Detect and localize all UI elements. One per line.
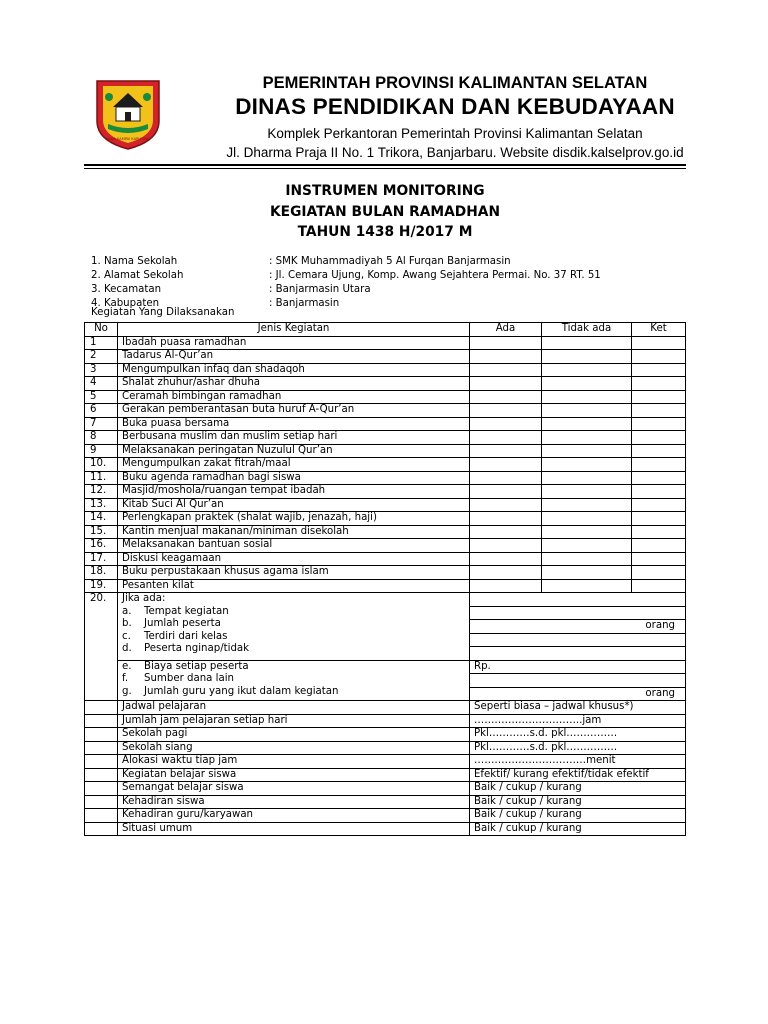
row-number [85, 768, 118, 782]
school-info-block [91, 255, 601, 311]
item-text: Sumber dana lain [144, 673, 235, 684]
table-row [85, 755, 686, 769]
row-number: 20. [85, 593, 118, 701]
row-tidak-ada-cell [542, 552, 632, 566]
item-letter: b. [122, 618, 132, 629]
row-number: 3 [85, 363, 118, 377]
table-row [85, 404, 686, 418]
row-ket-cell [632, 458, 686, 472]
row20-values-b [470, 660, 686, 701]
header-government-name: PEMERINTAH PROVINSI KALIMANTAN SELATAN [262, 74, 648, 92]
row-number: 8 [85, 431, 118, 445]
row-number [85, 782, 118, 796]
item-letter: c. [122, 630, 131, 642]
row-tidak-ada-cell [542, 458, 632, 472]
row-number: 10. [85, 458, 118, 472]
row-number [85, 741, 118, 755]
row20-item-a [122, 606, 465, 619]
info-row-school-name [91, 255, 511, 269]
row-activity: Shalat zhuhur/ashar dhuha [118, 377, 470, 391]
row-number [85, 755, 118, 769]
row-number: 17. [85, 552, 118, 566]
row-ket-cell [632, 498, 686, 512]
logo-motto-text: WAJA SAMPAI KAPUTING [106, 137, 150, 141]
info-row-district [91, 283, 371, 297]
row-ket-cell [632, 566, 686, 580]
row-ada-cell [470, 498, 542, 512]
row20-items-b [118, 660, 470, 701]
row-tidak-ada-cell [542, 417, 632, 431]
item-text: Tempat kegiatan [144, 605, 229, 617]
row-ket-cell [632, 377, 686, 391]
row-number [85, 701, 118, 715]
row-ket-cell [632, 512, 686, 526]
activity-table [84, 322, 686, 836]
row-ada-cell [470, 363, 542, 377]
row-number: 18. [85, 566, 118, 580]
table-row [85, 512, 686, 526]
row-number [85, 809, 118, 823]
table-row [85, 525, 686, 539]
table-row [85, 660, 686, 701]
row-item: Semangat belajar siswa [118, 782, 470, 796]
header-address-line2: Jl. Dharma Praja II No. 1 Trikora, Banjarbaru. Website disdik.kalselprov.go.id [226, 145, 684, 160]
row-tidak-ada-cell [542, 404, 632, 418]
row-ket-cell [632, 350, 686, 364]
row-tidak-ada-cell [542, 363, 632, 377]
row-tidak-ada-cell [542, 579, 632, 593]
row-tidak-ada-cell [542, 485, 632, 499]
table-row [85, 363, 686, 377]
info-row-school-address [91, 269, 601, 283]
row-value: ……………………………menit [470, 755, 686, 769]
row-number: 1 [85, 336, 118, 350]
table-row [85, 444, 686, 458]
row-tidak-ada-cell [542, 390, 632, 404]
row-ket-cell [632, 471, 686, 485]
row-activity: Tadarus Al-Qur’an [118, 350, 470, 364]
row-activity: Kantin menjual makanan/miniman disekolah [118, 525, 470, 539]
row-ket-cell [632, 363, 686, 377]
table-row [85, 498, 686, 512]
row-ada-cell [470, 417, 542, 431]
row-value: Baik / cukup / kurang [470, 782, 686, 796]
row-ada-cell [470, 566, 542, 580]
row-activity: Gerakan pemberantasan buta huruf A-Qur’an [118, 404, 470, 418]
table-row [85, 741, 686, 755]
table-row [85, 552, 686, 566]
row20-item-c [122, 631, 465, 644]
row-ket-cell [632, 552, 686, 566]
table-row [85, 782, 686, 796]
item-letter: g. [122, 685, 132, 697]
row-activity: Pesanten kilat [118, 579, 470, 593]
row20-label: Jika ada: [122, 593, 166, 604]
row-tidak-ada-cell [542, 377, 632, 391]
row-value: …………………………..jam [470, 714, 686, 728]
row-ket-cell [632, 485, 686, 499]
row-value: Seperti biasa – jadwal khusus*) [470, 701, 686, 715]
row-value: Baik / cukup / kurang [470, 809, 686, 823]
row-ket-cell [632, 417, 686, 431]
item-text: Jumlah peserta [144, 618, 221, 629]
row-ada-cell [470, 579, 542, 593]
row-ada-cell [470, 350, 542, 364]
table-row [85, 714, 686, 728]
header-divider-thick [84, 164, 686, 166]
table-row [85, 728, 686, 742]
row20-item-e [122, 661, 465, 674]
document-title-line3: TAHUN 1438 H/2017 M [297, 224, 473, 240]
table-row [85, 701, 686, 715]
row-value: Pkl…………s.d. pkl…………… [470, 741, 686, 755]
row20-item-f [122, 673, 465, 686]
item-letter: e. [122, 660, 132, 672]
row-activity: Ceramah bimbingan ramadhan [118, 390, 470, 404]
table-row [85, 539, 686, 553]
table-row [85, 579, 686, 593]
row-item: Kehadiran siswa [118, 795, 470, 809]
table-row [85, 431, 686, 445]
row20-value-g: orang [645, 687, 675, 699]
row-number: 2 [85, 350, 118, 364]
table-header-row [85, 323, 686, 337]
row-item: Jadwal pelajaran [118, 701, 470, 715]
document-title-line1: INSTRUMEN MONITORING [285, 183, 485, 199]
row-ket-cell [632, 539, 686, 553]
row-ada-cell [470, 377, 542, 391]
row-ada-cell [470, 512, 542, 526]
row-number: 4 [85, 377, 118, 391]
item-text: Biaya setiap peserta [144, 660, 249, 672]
row-tidak-ada-cell [542, 498, 632, 512]
row-number: 15. [85, 525, 118, 539]
info-value: : Banjarmasin [269, 298, 340, 309]
header-divider-thin [84, 168, 686, 169]
row-ada-cell [470, 525, 542, 539]
row-20-group [85, 593, 686, 701]
row20-value-e: Rp. [470, 661, 685, 675]
table-row [85, 350, 686, 364]
row-tidak-ada-cell [542, 350, 632, 364]
row-tidak-ada-cell [542, 444, 632, 458]
item-text: Terdiri dari kelas [144, 630, 228, 642]
table-row [85, 471, 686, 485]
header-address-line1: Komplek Perkantoran Pemerintah Provinsi Kalimantan Selatan [267, 126, 643, 141]
row-activity: Buka puasa bersama [118, 417, 470, 431]
table-row [85, 390, 686, 404]
row-value: Baik / cukup / kurang [470, 822, 686, 836]
row-number: 11. [85, 471, 118, 485]
table-row [85, 485, 686, 499]
row-item: Sekolah siang [118, 741, 470, 755]
info-value: : SMK Muhammadiyah 5 Al Furqan Banjarmasin [269, 256, 511, 267]
row-ada-cell [470, 471, 542, 485]
row-item: Alokasi waktu tiap jam [118, 755, 470, 769]
row20-item-b [122, 618, 465, 631]
table-row [85, 458, 686, 472]
document-title-line2: KEGIATAN BULAN RAMADHAN [269, 204, 501, 220]
row-tidak-ada-cell [542, 336, 632, 350]
row-ket-cell [632, 390, 686, 404]
row-activity: Perlengkapan praktek (shalat wajib, jenazah, haji) [118, 512, 470, 526]
row-tidak-ada-cell [542, 512, 632, 526]
row-ada-cell [470, 336, 542, 350]
item-letter: d. [122, 643, 132, 654]
table-row [85, 377, 686, 391]
info-label: 4. Kabupaten [91, 298, 160, 309]
row-number [85, 795, 118, 809]
row-item: Jumlah jam pelajaran setiap hari [118, 714, 470, 728]
header-department-name: DINAS PENDIDIKAN DAN KEBUDAYAAN [235, 94, 675, 119]
row-number: 19. [85, 579, 118, 593]
row-ada-cell [470, 390, 542, 404]
row-tidak-ada-cell [542, 539, 632, 553]
row20-item-d [122, 643, 465, 656]
item-text: Peserta nginap/tidak [144, 643, 250, 654]
row20-items-a [118, 593, 470, 661]
row-ket-cell [632, 404, 686, 418]
row-tidak-ada-cell [542, 525, 632, 539]
row-value: Pkl…………s.d. pkl…………… [470, 728, 686, 742]
row-tidak-ada-cell [542, 471, 632, 485]
row-number: 14. [85, 512, 118, 526]
table-row [85, 809, 686, 823]
row-ada-cell [470, 404, 542, 418]
row-activity: Kitab Suci Al Qur’an [118, 498, 470, 512]
provincial-emblem-logo [91, 77, 165, 152]
table-row [85, 795, 686, 809]
row-ada-cell [470, 539, 542, 553]
table-row [85, 593, 686, 661]
table-row [85, 417, 686, 431]
row-value: Baik / cukup / kurang [470, 795, 686, 809]
row-ada-cell [470, 431, 542, 445]
row-number: 13. [85, 498, 118, 512]
row-activity: Masjid/moshola/ruangan tempat ibadah [118, 485, 470, 499]
info-value: : Banjarmasin Utara [269, 284, 371, 295]
section-label: Kegiatan Yang Dilaksanakan [91, 307, 235, 318]
row-activity: Melaksanakan peringatan Nuzulul Qur’an [118, 444, 470, 458]
row20-values-a [470, 593, 686, 661]
item-letter: a. [122, 605, 132, 617]
table-row [85, 336, 686, 350]
row-ket-cell [632, 579, 686, 593]
row-number: 5 [85, 390, 118, 404]
row-ada-cell [470, 458, 542, 472]
row-ket-cell [632, 431, 686, 445]
row-activity: Mengumpulkan infaq dan shadaqoh [118, 363, 470, 377]
header-ket: Ket [632, 323, 686, 337]
row-item: Kegiatan belajar siswa [118, 768, 470, 782]
row-activity: Mengumpulkan zakat fitrah/maal [118, 458, 470, 472]
row-activity: Buku perpustakaan khusus agama islam [118, 566, 470, 580]
row-ket-cell [632, 444, 686, 458]
row-activity: Buku agenda ramadhan bagi siswa [118, 471, 470, 485]
row-number: 12. [85, 485, 118, 499]
info-label: 2. Alamat Sekolah [91, 270, 184, 281]
row-ket-cell [632, 525, 686, 539]
row20-value-b: orang [470, 620, 685, 634]
row-ada-cell [470, 485, 542, 499]
header-no: No [85, 323, 118, 337]
row-number [85, 728, 118, 742]
item-text: Jumlah guru yang ikut dalam kegiatan [144, 685, 339, 697]
row-ada-cell [470, 444, 542, 458]
row-tidak-ada-cell [542, 431, 632, 445]
table-row [85, 822, 686, 836]
table-row [85, 566, 686, 580]
info-label: 3. Kecamatan [91, 284, 162, 295]
row20-item-g [122, 686, 465, 699]
row-value: Efektif/ kurang efektif/tidak efektif [470, 768, 686, 782]
header-activity: Jenis Kegiatan [118, 323, 470, 337]
row-number: 9 [85, 444, 118, 458]
row-number: 7 [85, 417, 118, 431]
header-tidak-ada: Tidak ada [542, 323, 632, 337]
row-activity: Diskusi keagamaan [118, 552, 470, 566]
row-activity: Melaksanakan bantuan sosial [118, 539, 470, 553]
row-number [85, 714, 118, 728]
header-ada: Ada [470, 323, 542, 337]
row-ada-cell [470, 552, 542, 566]
table-row [85, 768, 686, 782]
item-letter: f. [122, 673, 129, 684]
row-item: Sekolah pagi [118, 728, 470, 742]
row-number: 16. [85, 539, 118, 553]
info-label: 1. Nama Sekolah [91, 256, 178, 267]
row-number [85, 822, 118, 836]
row-number: 6 [85, 404, 118, 418]
row-activity: Ibadah puasa ramadhan [118, 336, 470, 350]
row-ket-cell [632, 336, 686, 350]
row-item: Kehadiran guru/karyawan [118, 809, 470, 823]
row-activity: Berbusana muslim dan muslim setiap hari [118, 431, 470, 445]
row-tidak-ada-cell [542, 566, 632, 580]
row-item: Situasi umum [118, 822, 470, 836]
info-value: : Jl. Cemara Ujung, Komp. Awang Sejahtera Permai. No. 37 RT. 51 [269, 270, 601, 281]
